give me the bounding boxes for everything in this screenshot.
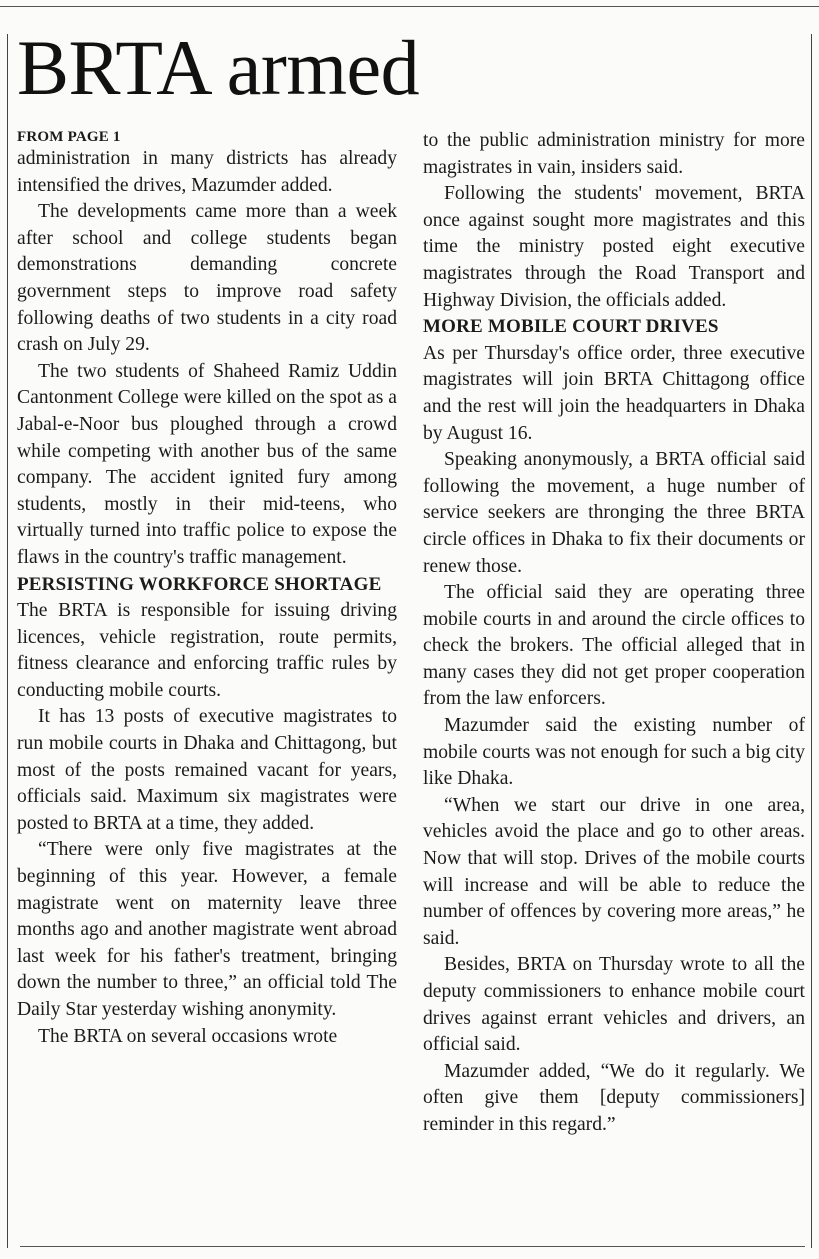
article-paragraph: The developments came more than a week after school and college students began demonstrations demanding concrete government steps to improve road safety following deaths of two students in a city road crash on July 29. xyxy=(17,201,397,356)
bottom-rule xyxy=(20,1246,805,1247)
from-page-kicker: FROM PAGE 1 xyxy=(17,129,121,145)
article-paragraph: The official said they are operating three mobile courts in and around the circle offices to check the brokers. The official alleged that in many cases they did not get proper cooperation from the law enforcers. xyxy=(423,582,805,710)
article-paragraph: As per Thursday's office order, three executive magistrates will join BRTA Chittagong office and the rest will join the headquarters in Dhaka by August 16. xyxy=(423,342,805,444)
article-paragraph: The BRTA is responsible for issuing driving licences, vehicle registration, route permits, fitness clearance and enforcing traffic rules by conducting mobile courts. xyxy=(17,600,397,701)
top-rule xyxy=(0,6,819,7)
article-paragraph: The two students of Shaheed Ramiz Uddin Cantonment College were killed on the spot as a Jabal-e-Noor bus ploughed through a crowd while competing with another bus of the same company. The accident ignited fury among students, mostly in their mid-teens, who virtually turned into traffic police to expose the flaws in the country's traffic management. xyxy=(17,360,397,568)
left-border xyxy=(7,34,8,1248)
article-paragraph: Speaking anonymously, a BRTA official said following the movement, a huge number of service seekers are thronging the three BRTA circle offices in Dhaka to fix their documents or renew those. xyxy=(423,449,805,577)
article-paragraph: The BRTA on several occasions wrote xyxy=(38,1025,338,1047)
right-border xyxy=(811,34,812,1248)
article-paragraph: Following the students' movement, BRTA once against sought more magistrates and this time the ministry posted eight executive magistrates through the Road Transport and Highway Division, the officials added. xyxy=(423,183,805,311)
right-column-body xyxy=(423,128,805,1139)
article-paragraph: Mazumder said the existing number of mobile courts was not enough for such a big city like Dhaka. xyxy=(423,715,805,790)
left-column-body xyxy=(17,146,397,1050)
article-paragraph: Mazumder added, “We do it regularly. We often give them [deputy commissioners] reminder in this regard.” xyxy=(423,1060,805,1135)
article-paragraph: “When we start our drive in one area, vehicles avoid the place and go to other areas. Now that will stop. Drives of the mobile courts will increase and will be able to reduce the number of offences by covering more areas,” he said. xyxy=(423,794,805,949)
headline: BRTA armed xyxy=(17,24,420,111)
section-subhead: MORE MOBILE COURT DRIVES xyxy=(423,316,719,338)
article-paragraph: It has 13 posts of executive magistrates to run mobile courts in Dhaka and Chittagong, but most of the posts remained vacant for years, officials said. Maximum six magistrates were posted to BRTA at a time, they added. xyxy=(17,706,397,834)
section-subhead: PERSISTING WORKFORCE SHORTAGE xyxy=(17,573,382,595)
article-column-left xyxy=(17,128,397,1050)
article-paragraph: Besides, BRTA on Thursday wrote to all the deputy commissioners to enhance mobile court drives against errant vehicles and drivers, an official said. xyxy=(423,954,805,1056)
article-paragraph: to the public administration ministry for more magistrates in vain, insiders said. xyxy=(423,130,805,178)
article-paragraph: administration in many districts has already intensified the drives, Mazumder added. xyxy=(17,148,397,196)
article-paragraph: “There were only five magistrates at the beginning of this year. However, a female magistrate went on maternity leave three months ago and another magistrate went abroad last week for his father's treatment, bringing down the number to three,” an official told The Daily Star yesterday wishing anonymity. xyxy=(17,839,397,1020)
article-column-right xyxy=(423,128,805,1139)
